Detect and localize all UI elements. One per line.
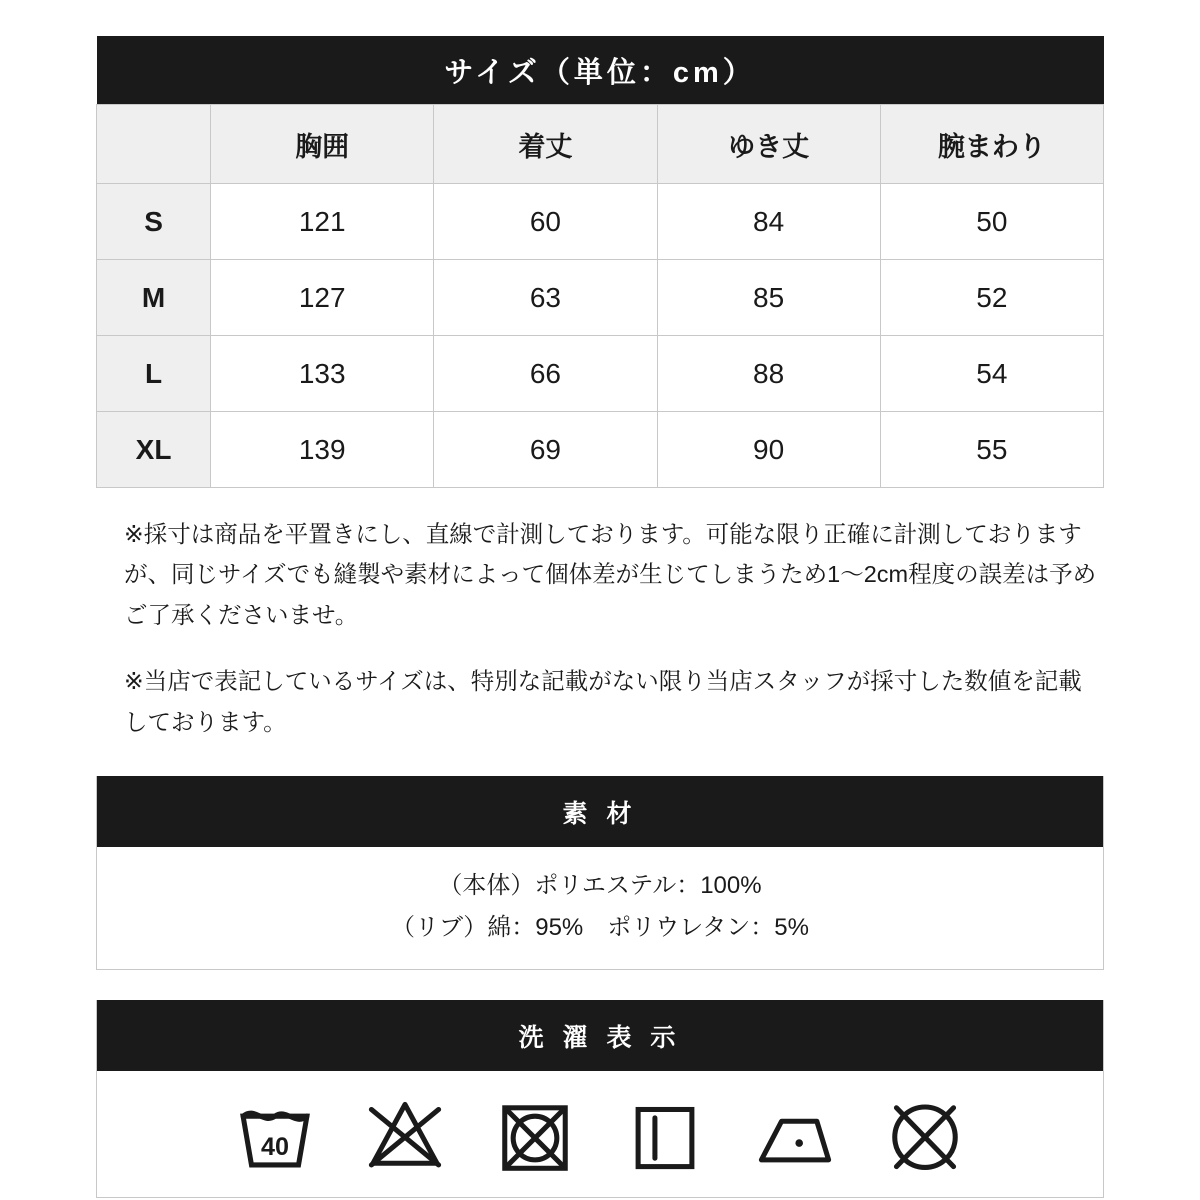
cell-bust: 139 <box>211 412 434 488</box>
cell-length: 63 <box>434 260 657 336</box>
cell-sleeve: 88 <box>657 336 880 412</box>
measurement-notes <box>96 514 1104 742</box>
column-header-length: 着丈 <box>434 105 657 184</box>
no-tumble-dry-icon <box>493 1091 577 1175</box>
no-bleach-icon <box>363 1091 447 1175</box>
column-header-size <box>97 105 211 184</box>
cell-sleeve: 85 <box>657 260 880 336</box>
cell-bust: 133 <box>211 336 434 412</box>
cell-armhole: 54 <box>880 336 1103 412</box>
iron-low-icon <box>753 1091 837 1175</box>
size-table-header-row <box>97 105 1104 184</box>
cell-armhole: 55 <box>880 412 1103 488</box>
note-measurement: ※採寸は商品を平置きにし、直線で計測しております。可能な限り正確に計測しておりますが、同じサイズでも縫製や素材によって個体差が生じてしまうため1〜2cm程度の誤差は予めご了承くださいませ。 <box>124 521 1097 628</box>
row-size-label: L <box>97 336 211 412</box>
cell-armhole: 52 <box>880 260 1103 336</box>
cell-length: 60 <box>434 184 657 260</box>
row-size-label: M <box>97 260 211 336</box>
cell-sleeve: 90 <box>657 412 880 488</box>
cell-sleeve: 84 <box>657 184 880 260</box>
material-line-rib: （リブ）綿：95% ポリウレタン：5% <box>390 914 809 942</box>
cell-length: 69 <box>434 412 657 488</box>
size-table-title-row <box>97 36 1104 105</box>
drip-dry-line-icon <box>623 1091 707 1175</box>
cell-bust: 127 <box>211 260 434 336</box>
note-staff-measured: ※当店で表記しているサイズは、特別な記載がない限り当店スタッフが採寸した数値を記載しております。 <box>124 668 1082 735</box>
column-header-bust: 胸囲 <box>211 105 434 184</box>
material-section-title: 素 材 <box>97 776 1103 847</box>
cell-armhole: 50 <box>880 184 1103 260</box>
cell-length: 66 <box>434 336 657 412</box>
column-header-armhole: 腕まわり <box>880 105 1103 184</box>
care-section <box>96 1000 1104 1198</box>
size-table-title: サイズ（単位：cm） <box>97 36 1104 105</box>
care-icons-row <box>97 1071 1103 1197</box>
row-size-label: S <box>97 184 211 260</box>
wash-temp-label: 40 <box>260 1132 290 1161</box>
care-section-title: 洗 濯 表 示 <box>97 1000 1103 1071</box>
table-row <box>97 184 1104 260</box>
table-row <box>97 260 1104 336</box>
cell-bust: 121 <box>211 184 434 260</box>
no-dry-clean-icon <box>883 1091 967 1175</box>
size-table <box>96 36 1104 488</box>
table-row <box>97 412 1104 488</box>
material-line-body: （本体）ポリエステル：100% <box>438 872 762 900</box>
machine-wash-40-icon <box>233 1091 317 1175</box>
material-section <box>96 776 1104 970</box>
table-row <box>97 336 1104 412</box>
column-header-sleeve: ゆき丈 <box>657 105 880 184</box>
row-size-label: XL <box>97 412 211 488</box>
material-section-body <box>97 847 1103 969</box>
